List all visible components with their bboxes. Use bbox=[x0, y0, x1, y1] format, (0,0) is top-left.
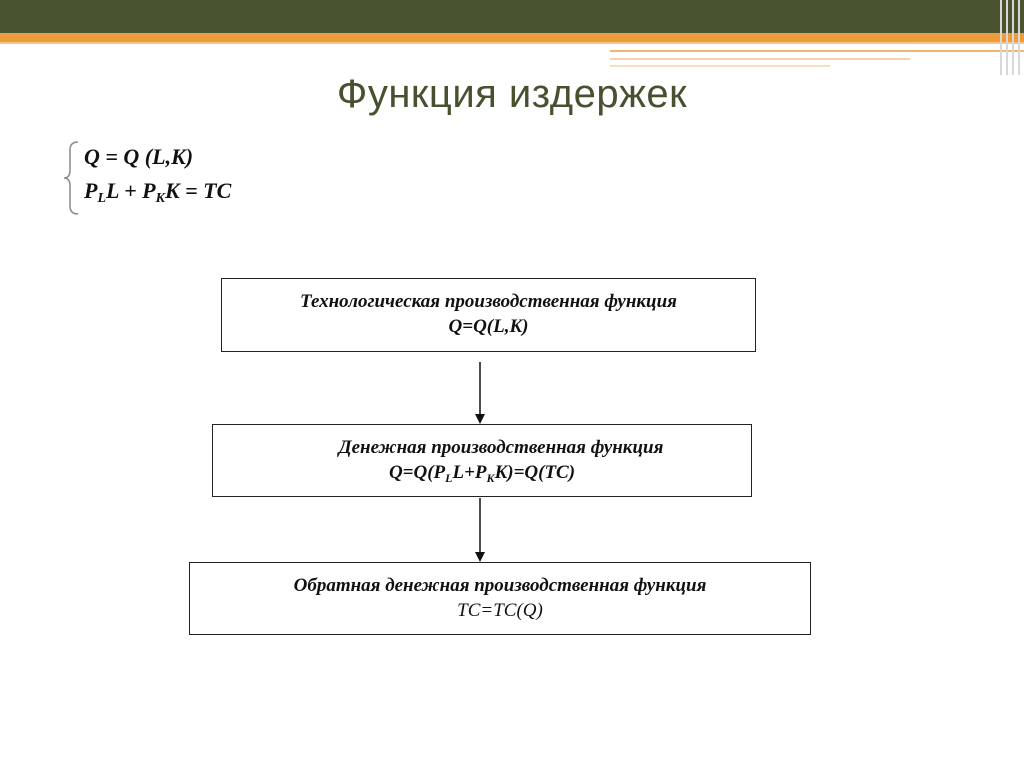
arrow-down-icon bbox=[475, 498, 485, 562]
equation-budget: $P_LL + P_KK$ = TC bbox=[84, 178, 232, 206]
equation-production: Q = Q (L,K) bbox=[84, 144, 194, 169]
slide-title: Функция издержек bbox=[336, 72, 688, 116]
box-formula: TC=TC(Q) bbox=[457, 600, 543, 621]
box-formula: Q=Q(L,K) bbox=[448, 316, 529, 337]
arrow-down-icon bbox=[475, 362, 485, 424]
box-label: Технологическая производственная функция bbox=[300, 291, 677, 312]
box-label: Денежная производственная функция bbox=[338, 437, 664, 458]
box-label: Обратная денежная производственная функция bbox=[293, 575, 707, 596]
box-formula: $Q=Q(P_LL+P_KK)=Q(TC)$ bbox=[388, 462, 576, 485]
